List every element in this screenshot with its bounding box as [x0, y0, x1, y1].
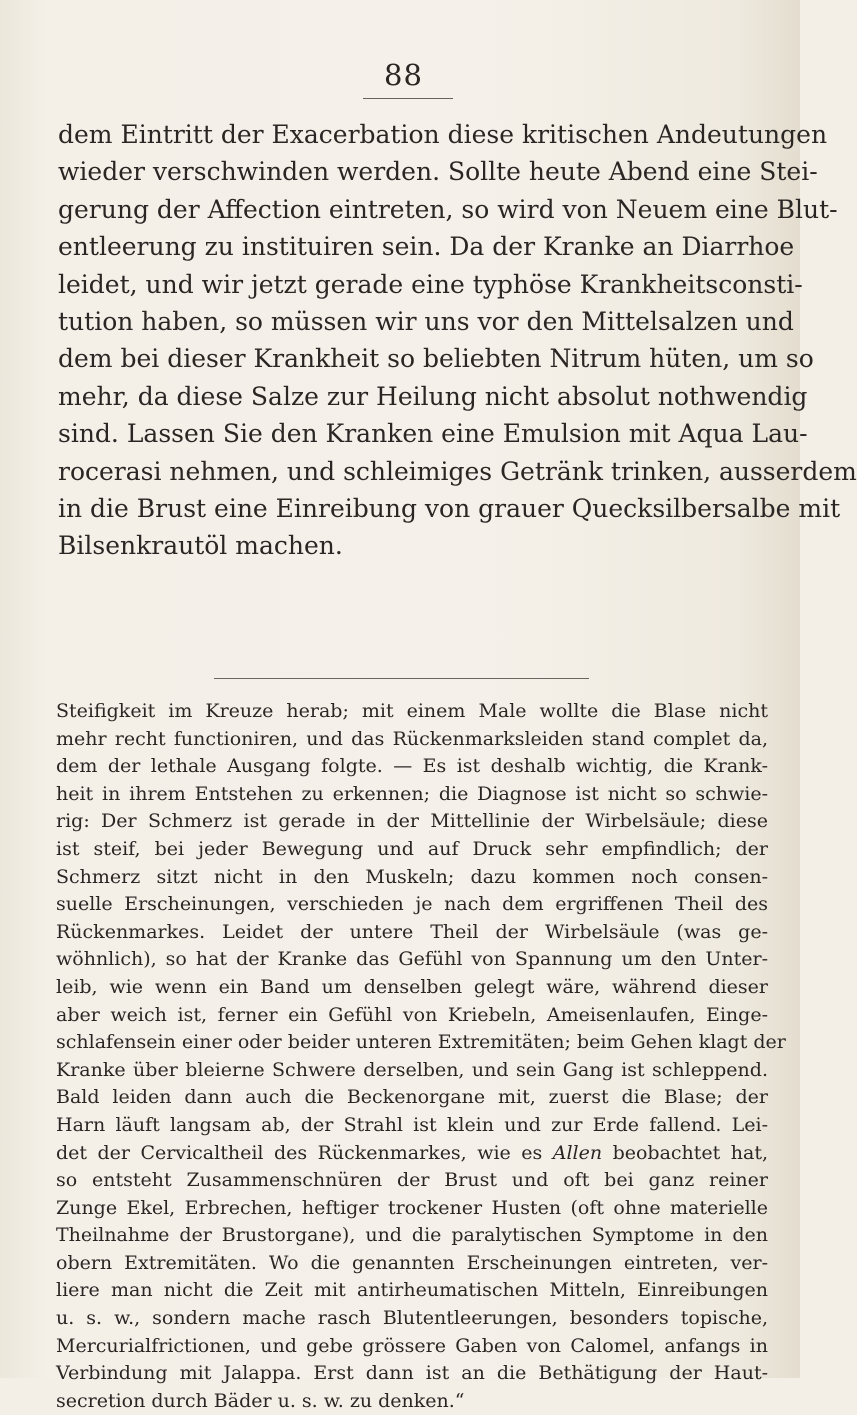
- main-text-block: [58, 116, 857, 565]
- main-text-line: sind. Lassen Sie den Kranken eine Emulsion mit Aqua Lau-: [58, 419, 808, 449]
- main-text-line: in die Brust eine Einreibung von grauer Quecksilbersalbe mit: [58, 494, 841, 524]
- footnote-line: rig: Der Schmerz ist gerade in der Mittellinie der Wirbelsäule; diese: [56, 810, 768, 833]
- footnote-line-end: beobachtet hat,: [602, 1141, 769, 1164]
- footnote-line: Zunge Ekel, Erbrechen, heftiger trockener Husten (oft ohne materielle: [56, 1196, 768, 1219]
- footnote-line: so entsteht Zusammenschnüren der Brust und oft bei ganz reiner: [56, 1169, 768, 1192]
- main-text-line: gerung der Affection eintreten, so wird von Neuem eine Blut-: [58, 194, 838, 224]
- footnote-line: liere man nicht die Zeit mit antirheumatischen Mitteln, Einreibungen: [56, 1279, 768, 1302]
- page-number: 88: [384, 58, 423, 92]
- footnote-line: mehr recht functioniren, und das Rückenmarksleiden stand complet da,: [56, 727, 768, 750]
- main-text-line: leidet, und wir jetzt gerade eine typhöse Krankheitsconsti-: [58, 269, 803, 299]
- footnote-line: Rückenmarkes. Leidet der untere Theil der Wirbelsäule (was ge-: [56, 920, 768, 943]
- footnote-line: Kranke über bleierne Schwere derselben, und sein Gang ist schleppend.: [56, 1058, 768, 1081]
- footnote-line: Theilnahme der Brustorgane), und die paralytischen Symptome in den: [56, 1224, 768, 1247]
- page-number-rule: [363, 98, 453, 99]
- footnote-block: [56, 698, 786, 1415]
- footnote-line: Steifigkeit im Kreuze herab; mit einem Male wollte die Blase nicht: [56, 700, 768, 722]
- main-text-line: rocerasi nehmen, und schleimiges Getränk trinken, ausserdem: [58, 456, 857, 486]
- footnote-line: Mercurialfrictionen, und gebe grössere Gaben von Calomel, anfangs in: [56, 1334, 768, 1357]
- main-text-line: Bilsenkrautöl machen.: [58, 531, 343, 561]
- footnote-line: Verbindung mit Jalappa. Erst dann ist an die Bethätigung der Haut-: [56, 1362, 768, 1385]
- footnote-line: u. s. w., sondern mache rasch Blutentleerungen, besonders topische,: [56, 1307, 768, 1330]
- main-text-line: mehr, da diese Salze zur Heilung nicht absolut nothwendig: [58, 381, 808, 411]
- footnote-line: wöhnlich), so hat der Kranke das Gefühl von Spannung um den Unter-: [56, 948, 768, 971]
- main-text-line: tution haben, so müssen wir uns vor den Mittelsalzen und: [58, 307, 794, 337]
- main-text-line: entleerung zu instituiren sein. Da der Kranke an Diarrhoe: [58, 232, 795, 262]
- footnote-line: Bald leiden dann auch die Beckenorgane mit, zuerst die Blase; der: [56, 1086, 768, 1109]
- emphasized-word: Allen: [552, 1141, 603, 1164]
- main-text-line: dem Eintritt der Exacerbation diese kritischen Andeutungen: [58, 120, 828, 149]
- main-text-line: wieder verschwinden werden. Sollte heute Abend eine Stei-: [58, 157, 818, 187]
- footnote-line: Schmerz sitzt nicht in den Muskeln; dazu kommen noch consen-: [56, 865, 768, 888]
- footnote-line: schlafensein einer oder beider unteren Extremitäten; beim Gehen klagt der: [56, 1031, 786, 1054]
- footnote-line: Harn läuft langsam ab, der Strahl ist klein und zur Erde fallend. Lei-: [56, 1113, 768, 1136]
- footnote-divider: [214, 678, 589, 679]
- footnote-line: secretion durch Bäder u. s. w. zu denken.“: [56, 1389, 465, 1412]
- footnote-line: aber weich ist, ferner ein Gefühl von Kriebeln, Ameisenlaufen, Einge-: [56, 1003, 768, 1026]
- footnote-line: dem der lethale Ausgang folgte. — Es ist deshalb wichtig, die Krank-: [56, 755, 768, 778]
- footnote-line-with-emphasis: [56, 1140, 768, 1168]
- footnote-line: heit in ihrem Entstehen zu erkennen; die Diagnose ist nicht so schwie-: [56, 782, 768, 805]
- footnote-line: suelle Erscheinungen, verschieden je nach dem ergriffenen Theil des: [56, 893, 768, 916]
- footnote-line-start: det der Cervicaltheil des Rückenmarkes, wie es: [56, 1141, 553, 1164]
- footnote-line: obern Extremitäten. Wo die genannten Erscheinungen eintreten, ver-: [56, 1251, 768, 1274]
- main-text-line: dem bei dieser Krankheit so beliebten Nitrum hüten, um so: [58, 344, 814, 374]
- footnote-line: ist steif, bei jeder Bewegung und auf Druck sehr empfindlich; der: [56, 837, 768, 860]
- footnote-line: leib, wie wenn ein Band um denselben gelegt wäre, während dieser: [56, 975, 768, 998]
